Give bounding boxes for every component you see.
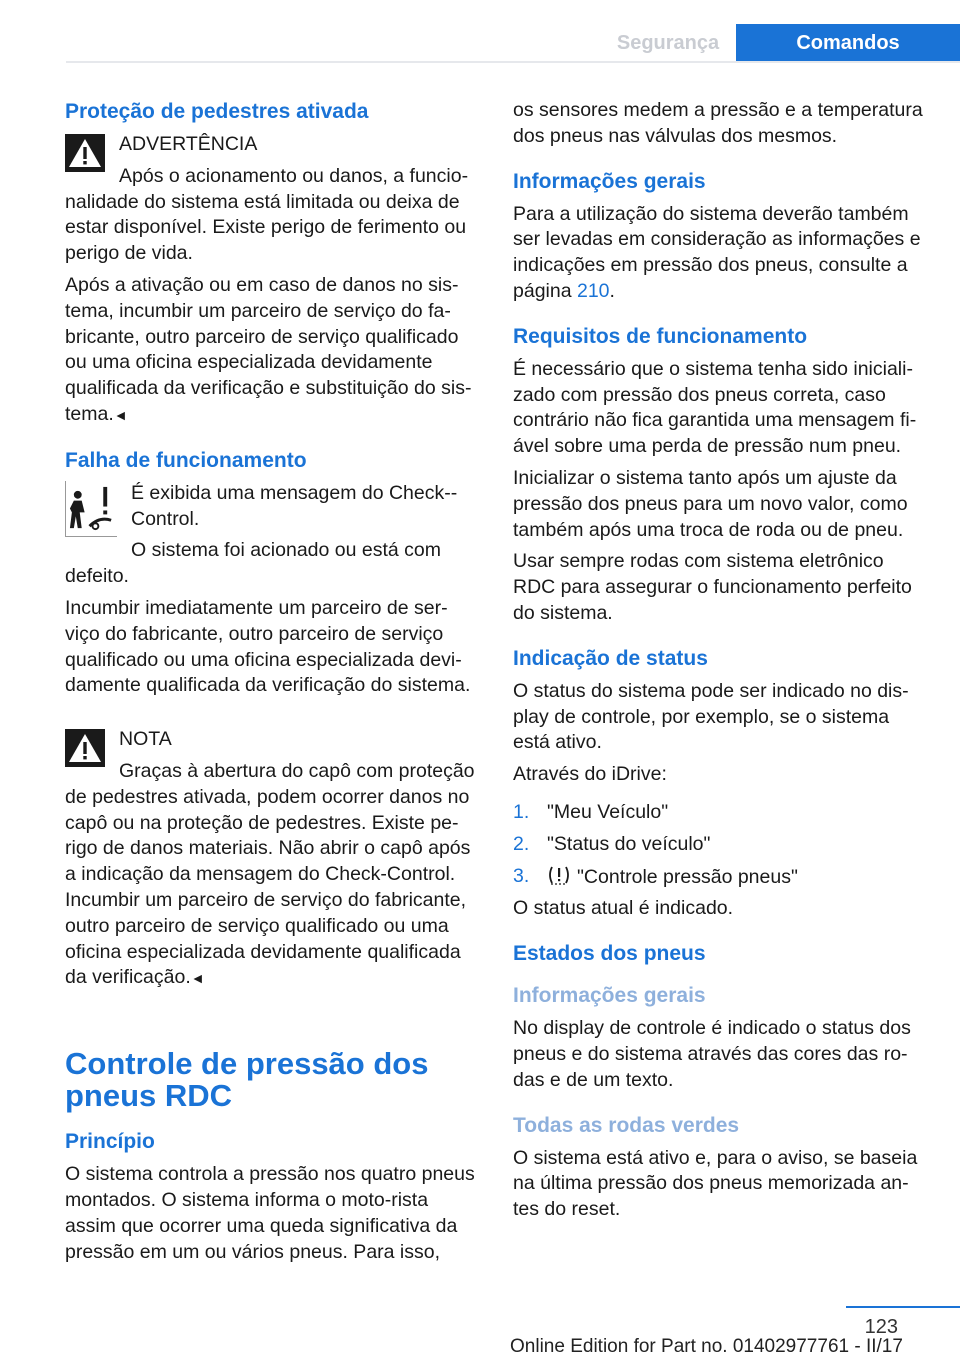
right-column [513, 98, 929, 1229]
step-item: 3. "Controle pressão pneus" [513, 864, 798, 888]
status-current: O status atual é indicado. [513, 897, 734, 920]
tire-general-text: No display de controle é indicado o status dos pneus e do sistema através das cores das ro-das e de um texto. [513, 1017, 911, 1091]
status-title: Indicação de status [513, 646, 708, 670]
step-item: 1. "Meu Veículo" [513, 800, 669, 823]
malfunction-title: Falha de funcionamento [65, 448, 307, 472]
pedestrian-warning-icon [65, 481, 117, 537]
warning-block [65, 132, 479, 429]
malfunction-text-3: Incumbir imediatamente um parceiro de ser-viço do fabricante, outro parceiro de serviço qualificado ou uma oficina especializada devi-damente qualificada da verificação do sistema. [65, 596, 471, 697]
chapter-tab[interactable]: Comandos [736, 24, 960, 62]
malfunction-text-1: É exibida uma mensagem do Check--Control. [131, 481, 458, 530]
general-info-section [513, 168, 929, 305]
note-label: NOTA [119, 728, 172, 751]
end-mark: ◄ [113, 406, 128, 423]
requirements-section [513, 323, 929, 627]
all-green-text: O sistema está ativo e, para o aviso, se baseia na última pressão dos pneus memorizada an-tes do reset. [513, 1146, 918, 1221]
requirements-title: Requisitos de funcionamento [513, 324, 808, 348]
pedestrian-protection-title: Proteção de pedestres ativada [65, 100, 369, 123]
step-item: 2. "Status do veículo" [513, 832, 711, 855]
edition-footer: Online Edition for Part no. 01402977761 - II/17 [510, 1336, 903, 1357]
warning-triangle-icon [65, 134, 105, 172]
general-info-text: Para a utilização do sistema deverão também ser levadas em consideração as informações e indicações em pressão dos pneus, consulte a página 210. [513, 202, 921, 302]
requirements-text-1: É necessário que o sistema tenha sido iniciali-zado com pressão dos pneus correta, caso contrário não fica garantida uma mensagem fi-ável sobre uma perda de pressão num pneu. [513, 357, 917, 458]
note-block [65, 727, 479, 992]
continued-text: os sensores medem a pressão e a temperatura dos pneus nas válvulas dos mesmos. [513, 99, 923, 147]
warning-text: Após o acionamento ou danos, a funcio-nalidade do sistema está limitada ou deixa de estar disponível. Existe perigo de ferimento ou perigo de vida. [65, 164, 469, 265]
footer-divider [846, 1306, 960, 1308]
requirements-text-3: Usar sempre rodas com sistema eletrônico RDC para assegurar o funcionamento perfeito do sistema. [513, 550, 912, 624]
status-section [513, 645, 929, 922]
general-info-title: Informações gerais [513, 169, 706, 193]
all-green-section [513, 1112, 929, 1223]
rdc-title: Controle de pressão dos pneus RDC [65, 1046, 429, 1114]
principle-title: Princípio [65, 1130, 155, 1154]
status-via: Através do iDrive: [513, 763, 667, 786]
tire-pressure-icon [547, 864, 571, 886]
page-number: 123 [864, 1316, 898, 1338]
principle-section [65, 1128, 479, 1265]
section-tab[interactable]: Segurança [600, 24, 736, 62]
pedestrian-protection-section [65, 98, 479, 429]
malfunction-text-2: O sistema foi acionado ou está com defeito. [65, 539, 441, 588]
all-green-title: Todas as rodas verdes [513, 1113, 740, 1137]
warning-label: ADVERTÊNCIA [119, 133, 258, 155]
malfunction-section [65, 447, 479, 699]
requirements-text-2: Inicializar o sistema tanto após um ajuste da pressão dos pneus para um novo valor, como também após uma troca de roda ou de pneu. [513, 466, 908, 541]
status-text: O status do sistema pode ser indicado no dis-play de controle, por exemplo, se o sistema está ativo. [513, 679, 909, 754]
note-text: Graças à abertura do capô com proteção de pedestres ativada, podem ocorrer danos no capô ou na proteção de pedestres. Existe pe-rigo de danos materiais. Não abrir o capô após a indicação da mensagem do Check-Control. Incumbir um parceiro de serviço do fabricante, outro parceiro de serviço qualificado ou uma oficina especializada devidamente qualificada da verificação.◄ [65, 759, 475, 989]
idrive-steps [513, 800, 929, 890]
header-divider [66, 61, 960, 63]
tire-states-title: Estados dos pneus [513, 942, 706, 966]
page-link[interactable]: 210 [576, 279, 610, 302]
principle-text: O sistema controla a pressão nos quatro pneus montados. O sistema informa o moto-rista assim que ocorrer uma queda significativa da pressão em um ou vários pneus. Para isso, [65, 1163, 475, 1263]
end-mark: ◄ [190, 970, 205, 987]
note-triangle-icon [65, 729, 105, 767]
left-column [65, 98, 479, 1271]
tire-general-section [513, 982, 929, 1093]
warning-text-2: Após a ativação ou em caso de danos no sis-tema, incumbir um parceiro de serviço do fa-bricante, outro parceiro de serviço qualificado ou uma oficina especializada devidamente qualificada da verificação e substituição do sis-tema.◄ [65, 273, 472, 425]
tire-general-title: Informações gerais [513, 984, 706, 1008]
